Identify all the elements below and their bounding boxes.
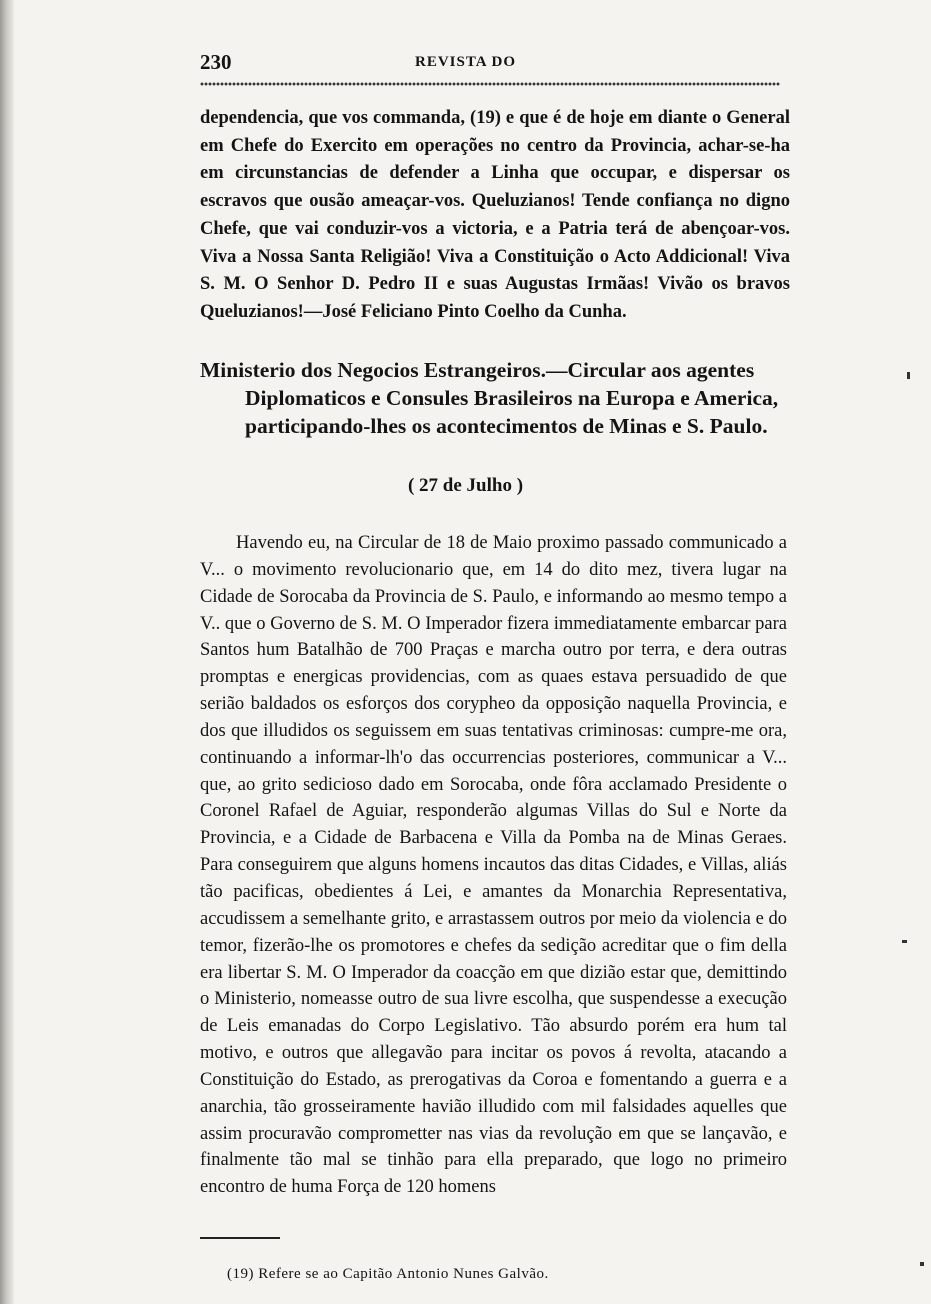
body-paragraph: Havendo eu, na Circular de 18 de Maio proximo passado communicado a V... o movimento revolucionario que, em 14 do dito mez, tivera lugar na Cidade de Sorocaba da Provincia de S. Paulo, e informando ao mesmo tempo a V.. que o Governo de S. M. O Imperador fizera immediatamente embarcar para Santos hum Batalhão de 700 Praças e marcha outro por terra, e dera outras promptas e energicas providencias, com as quaes estava persuadido de que serião baldados os esforços dos corypheo da opposição naquella Provincia, e dos que illudidos os seguissem em suas tentativas criminosas: cumpre-me ora, continuando a informar-lh'o das occurrencias posteriores, communicar a V... que, ao grito sedicioso dado em Sorocaba, onde fôra acclamado Presidente o Coronel Rafael de Aguiar, responderão algumas Villas do Sul e Norte da Provincia, e a Cidade de Barbacena e Villa da Pomba na de Minas Geraes. Para conseguirem que alguns homens incautos das ditas Cidades, e Villas, aliás tão pacificas, obedientes á Lei, e amantes da Monarchia Representativa, accudissem a semelhante grito, e arrastassem outros por meio da violencia e do temor, fizerão-lhe os promotores e chefes da sedição acreditar que o fim della era libertar S. M. O Imperador da coacção em que dizião estar que, demittindo o Ministerio, nomeasse outro de sua livre escolha, que suspendesse a execução de Leis emanadas do Corpo Legislativo. Tão absurdo porém era hum tal motivo, e outros que allegavão para incitar os povos á revolta, atacando a Constituição do Estado, as prerogativas da Coroa e fomentando a guerra e a anarchia, tão grosseiramente havião illudido com mil falsidades aquelles que assim procuravão comprometter nas vias da revolução em que se lançavão, e finalmente tão mal se tinhão para ella preparado, que logo no primeiro encontro de huma Força de 120 homens [200, 533, 787, 1198]
page-number: 230 [200, 50, 232, 74]
running-head: REVISTA DO [415, 54, 516, 70]
book-binding-edge [0, 0, 14, 1304]
footnote: (19) Refere se ao Capitão Antonio Nunes Galvão. [227, 1266, 549, 1282]
circular-body [200, 530, 787, 1201]
margin-speck [902, 940, 907, 943]
header-rule [200, 82, 780, 87]
continuation-paragraph: dependencia, que vos commanda, (19) e que é de hoje em diante o General em Chefe do Exercito em operações no centro da Provincia, achar-se-ha em circunstancias de defender a Linha que occupar, e dispersar os escravos que ousão ameaçar-vos. Queluzianos! Tende confiança no digno Chefe, que vai conduzir-vos a victoria, e a Patria terá de abençoar-vos. Viva a Nossa Santa Religião! Viva a Constituição o Acto Addicional! Viva S. M. O Senhor D. Pedro II e suas Augustas Irmãas! Vivão os bravos Queluzianos!—José Feliciano Pinto Coelho da Cunha. [200, 108, 790, 322]
footnote-rule [200, 1237, 280, 1239]
section-date: ( 27 de Julho ) [407, 475, 524, 496]
margin-speck [920, 1262, 924, 1266]
margin-speck [907, 372, 910, 379]
section-title: Ministerio dos Negocios Estrangeiros.—Circular aos agentes Diplomaticos e Consules Brasileiros na Europa e America, participando-lhes os acontecimentos de Minas e S. Paulo. [200, 358, 779, 438]
